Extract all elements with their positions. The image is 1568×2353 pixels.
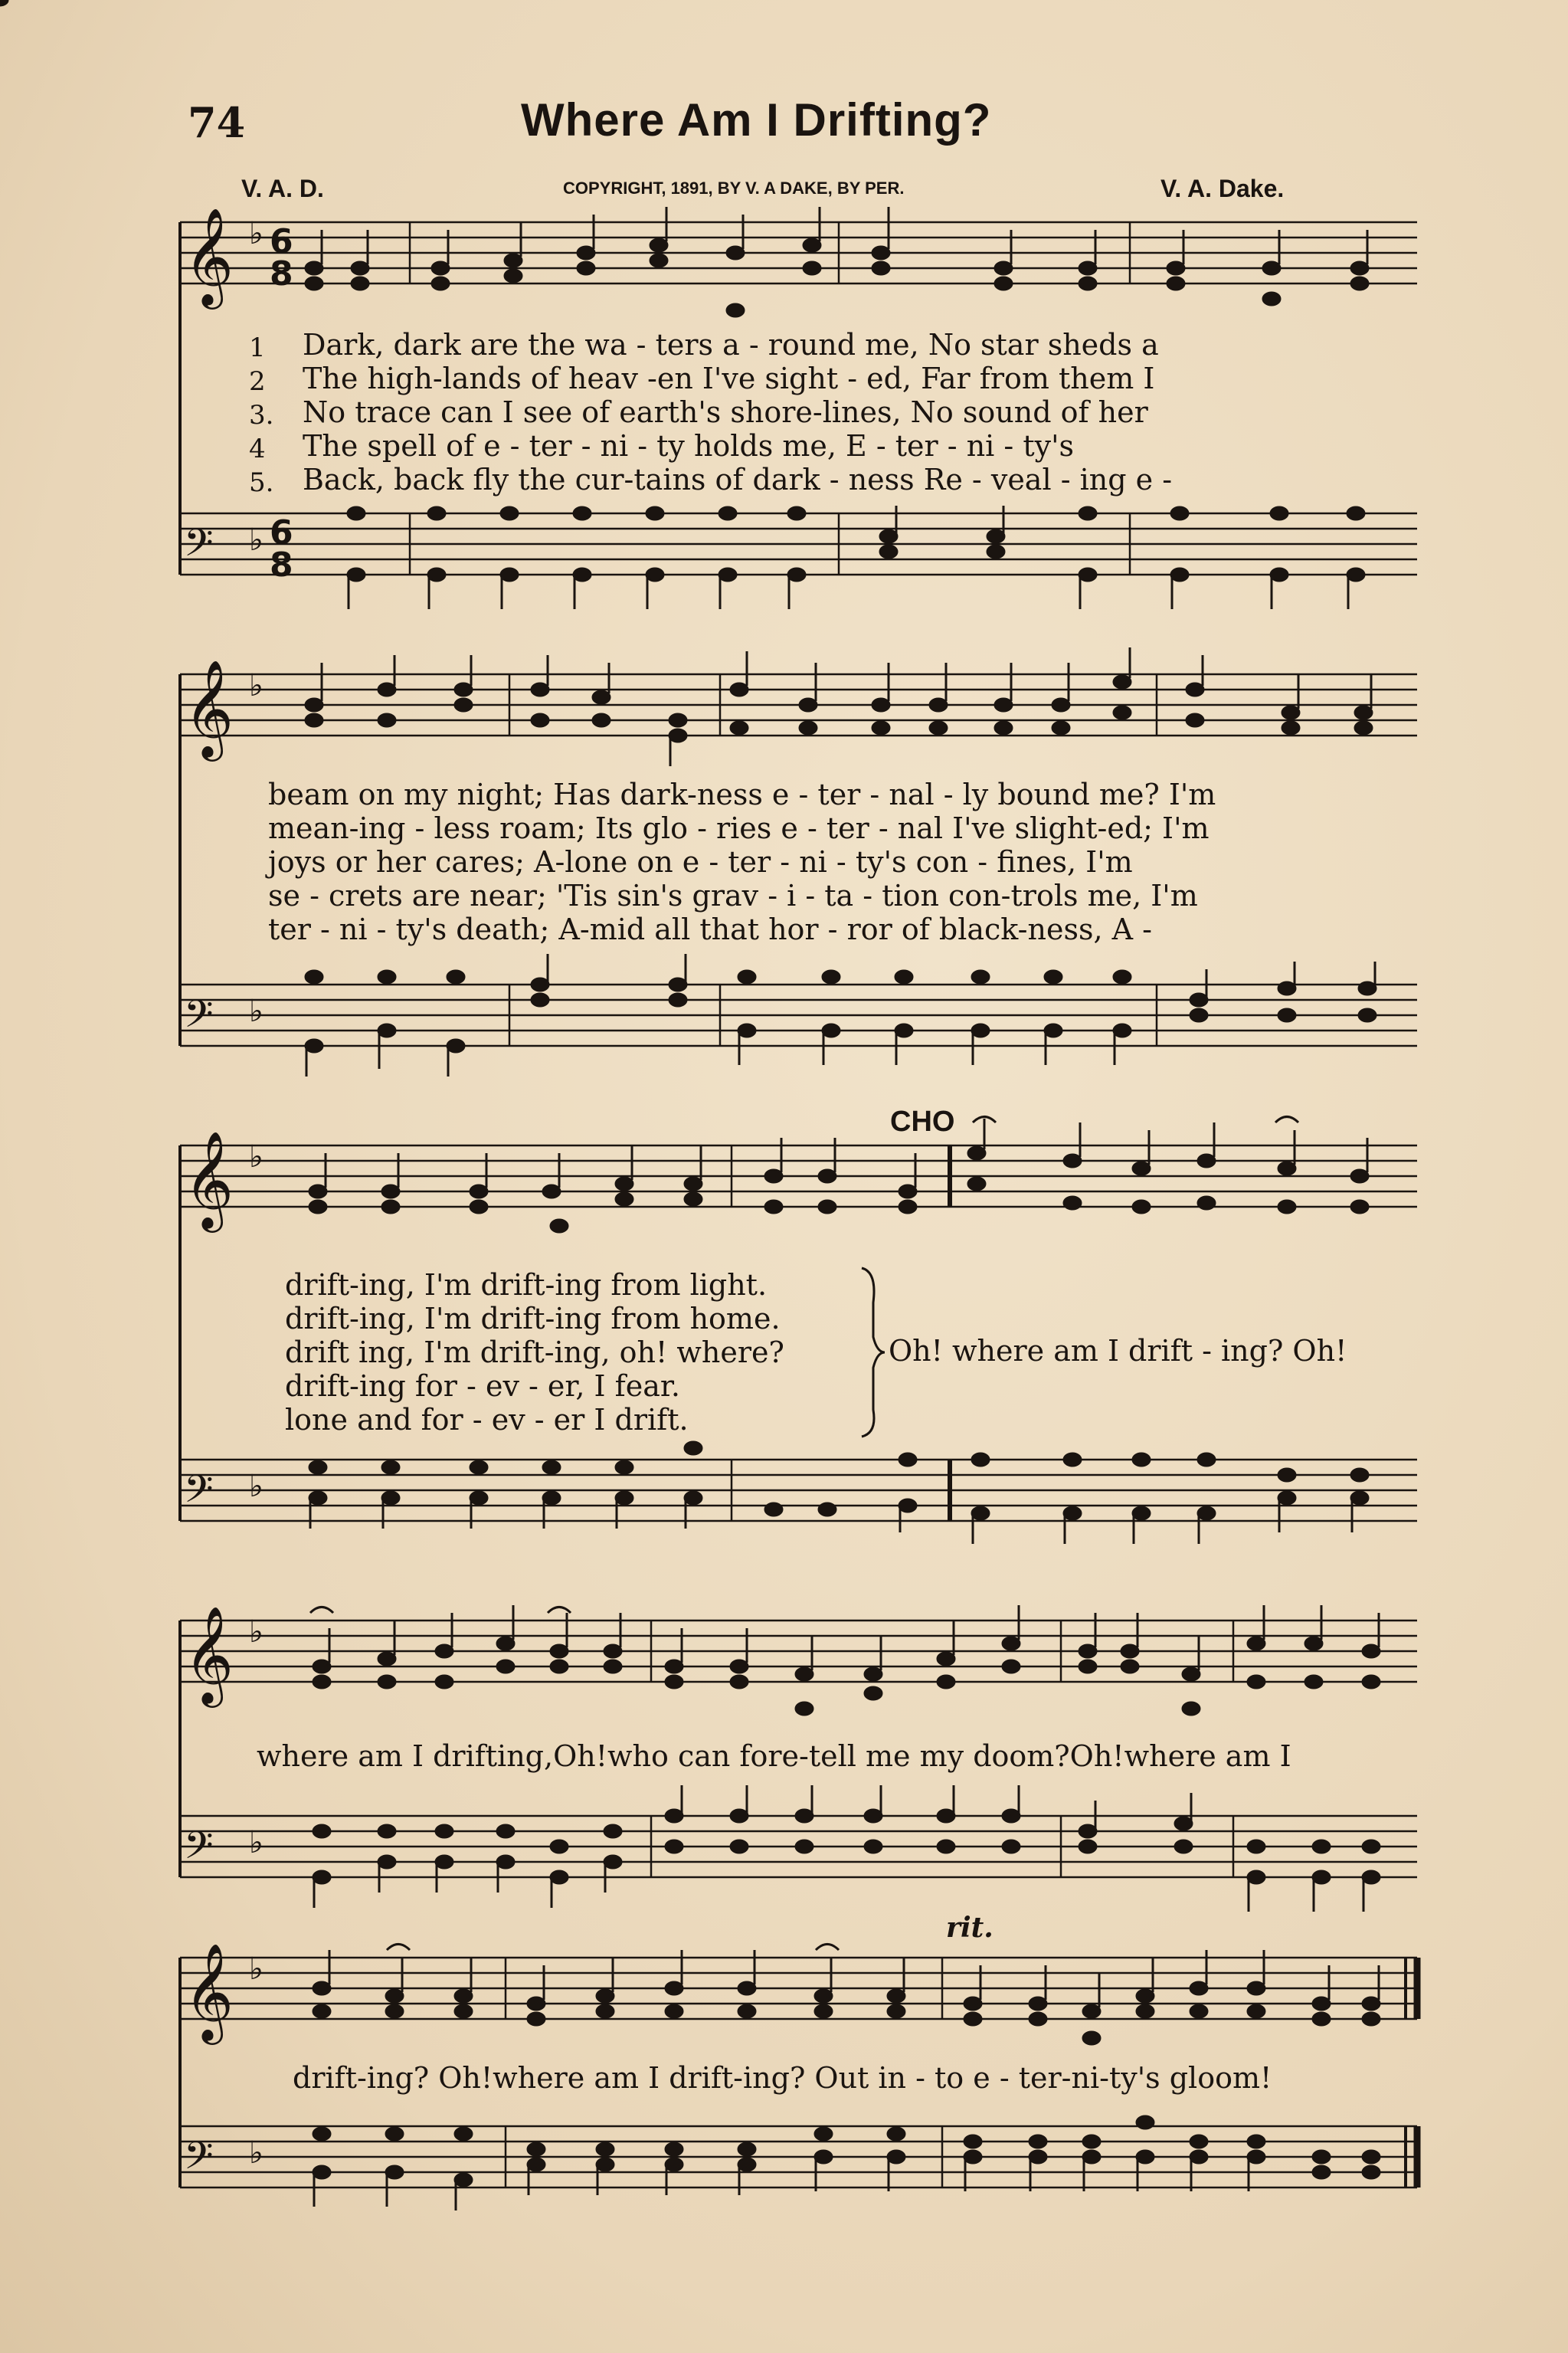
svg-text:𝄢: 𝄢 [184, 2134, 214, 2188]
svg-text:𝄢: 𝄢 [184, 1467, 214, 1521]
lyric-line: mean-ing - less roam; Its glo - ries e - ter - nal I've slight-ed; I'm [268, 811, 1210, 845]
lyric-line: drift ing, I'm drift-ing, oh! where? [285, 1335, 784, 1369]
verse-number: 5. [249, 467, 274, 498]
verse-lyrics-line2 [268, 778, 1216, 946]
svg-text:8: 8 [270, 254, 293, 293]
chorus-lyrics-line3: drift-ing? Oh!where am I drift-ing? Out in - to e - ter-ni-ty's gloom! [293, 2061, 1272, 2095]
lyric-line: lone and for - ev - er I drift. [285, 1403, 689, 1437]
verse-lyrics-line1 [303, 328, 1172, 496]
verse-numbers [249, 331, 273, 500]
svg-text:♭: ♭ [249, 1469, 264, 1504]
lyric-line: joys or her cares; A-lone on e - ter - ni - ty's con - fines, I'm [268, 845, 1133, 879]
copyright-notice: COPYRIGHT, 1891, BY V. A DAKE, BY PER. [563, 179, 905, 198]
svg-text:𝄞: 𝄞 [184, 1130, 234, 1228]
lyric-line: The spell of e - ter - ni - ty holds me, E - ter - ni - ty's [303, 429, 1075, 463]
svg-text:♭: ♭ [249, 1825, 264, 1860]
page-number: 74 [188, 98, 246, 147]
lyric-line: Dark, dark are the wa - ters a - round me, No star sheds a [303, 328, 1159, 362]
lyric-line: drift-ing, I'm drift-ing from light. [285, 1268, 768, 1302]
chorus-lyrics-line1: Oh! where am I drift - ing? Oh! [889, 1334, 1347, 1368]
svg-text:8: 8 [270, 546, 293, 585]
svg-text:♭: ♭ [249, 1139, 264, 1175]
svg-text:𝄢: 𝄢 [184, 521, 214, 575]
svg-text:♭: ♭ [249, 523, 264, 558]
lyric-line: beam on my night; Has dark-ness e - ter - nal - ly bound me? I'm [268, 778, 1216, 811]
tempo-mark: rit. [946, 1912, 994, 1944]
verse-number: 1 [249, 333, 266, 363]
svg-text:♭: ♭ [249, 2135, 264, 2171]
svg-text:𝄞: 𝄞 [184, 1605, 234, 1703]
lyric-line: se - crets are near; 'Tis sin's grav - i - ta - tion con-trols me, I'm [268, 879, 1198, 913]
chorus-lyrics-line2: where am I drifting,Oh!who can fore-tell me my doom?Oh!where am I [257, 1739, 1291, 1773]
lyric-line: drift-ing for - ev - er, I fear. [285, 1369, 680, 1403]
words-credit: V. A. D. [241, 175, 324, 202]
verse-number: 2 [249, 366, 266, 397]
svg-text:♭: ♭ [249, 216, 264, 251]
svg-text:♭: ♭ [249, 668, 264, 703]
svg-text:♭: ♭ [249, 994, 264, 1029]
verse-number: 4 [249, 434, 266, 464]
svg-text:𝄢: 𝄢 [184, 992, 214, 1046]
lyric-line: Back, back fly the cur-tains of dark - ness Re - veal - ing e - [303, 463, 1173, 496]
lyric-line: drift-ing, I'm drift-ing from home. [285, 1302, 781, 1335]
svg-text:𝄞: 𝄞 [184, 207, 234, 305]
svg-text:𝄢: 𝄢 [184, 1824, 214, 1877]
svg-text:6: 6 [270, 513, 293, 552]
lyric-line: ter - ni - ty's death; A-mid all that hor - ror of black-ness, A - [268, 913, 1152, 946]
lyric-line: The high-lands of heav -en I've sight - ed, Far from them I [303, 362, 1155, 395]
verse-lyrics-line3 [285, 1268, 784, 1437]
chorus-label: CHO [890, 1106, 955, 1138]
svg-text:𝄞: 𝄞 [184, 1942, 234, 2040]
svg-text:♭: ♭ [249, 1952, 264, 1987]
svg-text:6: 6 [270, 222, 293, 261]
svg-text:𝄞: 𝄞 [184, 659, 234, 757]
verse-number: 3. [249, 400, 274, 431]
svg-text:♭: ♭ [249, 1614, 264, 1650]
hymn-title: Where Am I Drifting? [521, 94, 992, 146]
lyric-line: No trace can I see of earth's shore-lines, No sound of her [303, 395, 1148, 429]
music-credit: V. A. Dake. [1160, 175, 1285, 202]
